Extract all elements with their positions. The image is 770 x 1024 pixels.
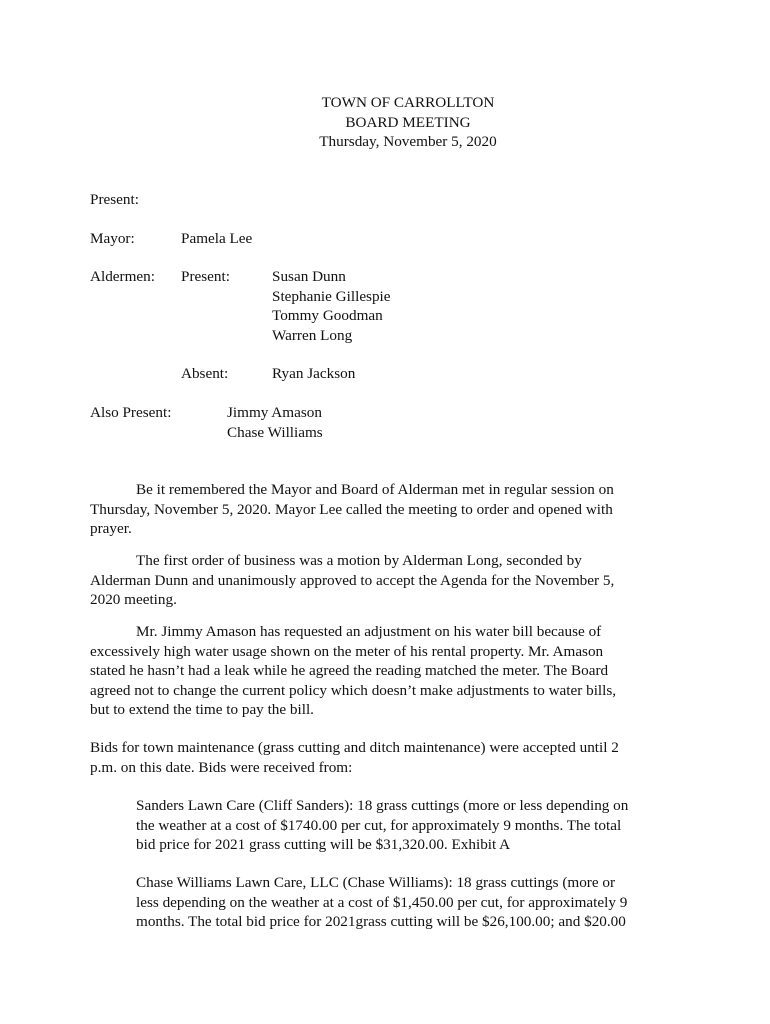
bid-line: less depending on the weather at a cost of $1,450.00 per cut, for approximately 9 [136, 893, 628, 911]
paragraph-line: Thursday, November 5, 2020. Mayor Lee called the meeting to order and opened with [90, 500, 613, 518]
paragraph-line: agreed not to change the current policy which doesn’t make adjustments to water bills, [90, 681, 617, 699]
paragraph-line: prayer. [90, 520, 132, 537]
also-present-name: Chase Williams [227, 423, 323, 441]
paragraph-line: Alderman Dunn and unanimously approved to accept the Agenda for the November 5, [90, 571, 615, 589]
also-present-label: Also Present: [90, 404, 172, 421]
aldermen-present-label: Present: [181, 268, 230, 285]
town-title: TOWN OF CARROLLTON [321, 94, 495, 111]
aldermen-present-list [272, 267, 391, 345]
paragraph-line: but to extend the time to pay the bill. [90, 701, 314, 718]
also-present-list [227, 403, 323, 442]
alderman-name: Warren Long [272, 326, 353, 344]
bid-line: months. The total bid price for 2021grass cutting will be $26,100.00; and $20.00 [136, 913, 626, 930]
paragraph-line: Bids for town maintenance (grass cutting and ditch maintenance) were accepted until 2 [90, 739, 619, 756]
bid-line: the weather at a cost of $1740.00 per cut, for approximately 9 months. The total [136, 816, 622, 834]
aldermen-label: Aldermen: [90, 268, 155, 285]
bid-entry [136, 873, 676, 932]
mayor-label: Mayor: [90, 230, 135, 247]
paragraph-line: Be it remembered the Mayor and Board of Alderman met in regular session on [136, 481, 614, 498]
bid-entry [136, 796, 676, 855]
paragraph-bids [90, 738, 670, 777]
meeting-title: BOARD MEETING [345, 114, 471, 131]
bid-line: bid price for 2021 grass cutting will be $31,320.00. Exhibit A [136, 836, 511, 853]
mayor-name: Pamela Lee [181, 230, 253, 247]
paragraph-water-bill [90, 622, 670, 720]
paragraph-opening [90, 480, 670, 539]
paragraph-line: p.m. on this date. Bids were received from: [90, 758, 353, 776]
paragraph-line: stated he hasn’t had a leak while he agreed the reading matched the meter. The Board [90, 662, 609, 679]
paragraph-agenda [90, 551, 670, 610]
alderman-absent-name: Ryan Jackson [272, 365, 356, 382]
bid-line: Sanders Lawn Care (Cliff Sanders): 18 grass cuttings (more or less depending on [136, 797, 629, 814]
paragraph-line: excessively high water usage shown on the meter of his rental property. Mr. Amason [90, 642, 604, 660]
meeting-date: Thursday, November 5, 2020 [319, 133, 497, 150]
present-heading: Present: [90, 191, 139, 208]
aldermen-absent-label: Absent: [181, 365, 229, 382]
also-present-name: Jimmy Amason [227, 404, 322, 421]
paragraph-line: Mr. Jimmy Amason has requested an adjustment on his water bill because of [136, 623, 602, 640]
alderman-name: Susan Dunn [272, 268, 346, 285]
alderman-name: Stephanie Gillespie [272, 287, 391, 305]
paragraph-line: The first order of business was a motion by Alderman Long, seconded by [136, 552, 582, 569]
alderman-name: Tommy Goodman [272, 307, 383, 324]
bid-line: Chase Williams Lawn Care, LLC (Chase Williams): 18 grass cuttings (more or [136, 874, 616, 891]
paragraph-line: 2020 meeting. [90, 591, 177, 608]
